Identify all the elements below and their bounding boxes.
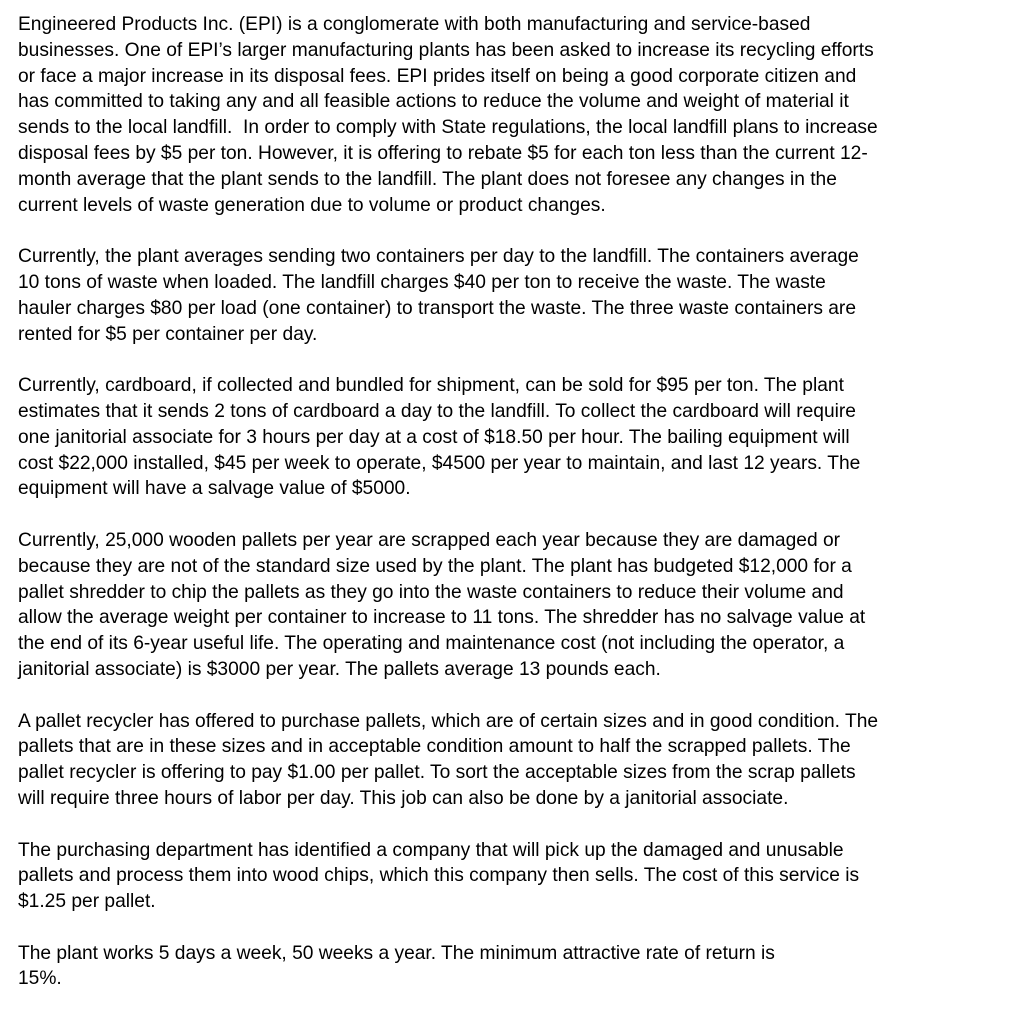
text-line: A pallet recycler has offered to purchase pallets, which are of certain sizes and in good condition. The (18, 710, 879, 732)
text-line: has committed to taking any and all feasible actions to reduce the volume and weight of material it (18, 91, 849, 113)
text-line: pallets that are in these sizes and in acceptable condition amount to half the scrapped pallets. The (18, 736, 851, 758)
text-line: sends to the local landfill. In order to comply with State regulations, the local landfill plans to increase (18, 117, 878, 139)
text-line: Currently, the plant averages sending two containers per day to the landfill. The containers average (18, 246, 859, 268)
paragraph-cardboard (18, 373, 1018, 502)
text-line: one janitorial associate for 3 hours per day at a cost of $18.50 per hour. The bailing equipment will (18, 426, 850, 448)
paragraph-epi-overview (18, 12, 1018, 218)
text-line: current levels of waste generation due to volume or product changes. (18, 194, 606, 216)
document-body (18, 12, 1018, 1018)
text-line: pallet recycler is offering to pay $1.00 per pallet. To sort the acceptable sizes from the scrap pallets (18, 762, 856, 784)
text-line: Currently, cardboard, if collected and bundled for shipment, can be sold for $95 per ton. The plant (18, 375, 844, 397)
text-line: businesses. One of EPI’s larger manufacturing plants has been asked to increase its recycling efforts (18, 39, 874, 61)
text-line: cost $22,000 installed, $45 per week to operate, $4500 per year to maintain, and last 12 years. The (18, 452, 861, 474)
text-line: The plant works 5 days a week, 50 weeks a year. The minimum attractive rate of return is (18, 942, 775, 964)
text-line: because they are not of the standard size used by the plant. The plant has budgeted $12,000 for a (18, 555, 852, 577)
text-line: janitorial associate) is $3000 per year. The pallets average 13 pounds each. (18, 658, 661, 680)
text-line: equipment will have a salvage value of $5000. (18, 478, 411, 500)
text-line: the end of its 6-year useful life. The operating and maintenance cost (not including the operator, a (18, 633, 845, 655)
text-line: disposal fees by $5 per ton. However, it is offering to rebate $5 for each ton less than the current 12- (18, 142, 868, 164)
text-line: pallets and process them into wood chips, which this company then sells. The cost of this service is (18, 865, 860, 887)
text-line: $1.25 per pallet. (18, 891, 156, 913)
paragraph-purchasing-wood-chips (18, 838, 1018, 915)
text-line: estimates that it sends 2 tons of cardboard a day to the landfill. To collect the cardboard will require (18, 400, 856, 422)
paragraph-landfill-containers (18, 244, 1018, 347)
text-line: month average that the plant sends to the landfill. The plant does not foresee any changes in the (18, 168, 837, 190)
text-line: will require three hours of labor per day. This job can also be done by a janitorial associate. (18, 787, 789, 809)
text-line: Currently, 25,000 wooden pallets per year are scrapped each year because they are damaged or (18, 529, 841, 551)
text-line: 10 tons of waste when loaded. The landfill charges $40 per ton to receive the waste. The waste (18, 271, 826, 293)
text-line: hauler charges $80 per load (one container) to transport the waste. The three waste containers are (18, 297, 856, 319)
text-line: pallet shredder to chip the pallets as they go into the waste containers to reduce their volume and (18, 581, 844, 603)
text-line: rented for $5 per container per day. (18, 323, 318, 345)
text-line: Engineered Products Inc. (EPI) is a conglomerate with both manufacturing and service-based (18, 14, 811, 35)
text-line: or face a major increase in its disposal fees. EPI prides itself on being a good corporate citizen and (18, 65, 857, 87)
text-line: The purchasing department has identified a company that will pick up the damaged and unusable (18, 839, 844, 861)
paragraph-pallet-shredder (18, 528, 1018, 683)
paragraph-work-schedule-marr (18, 941, 1018, 993)
paragraph-pallet-recycler (18, 709, 1018, 812)
text-line: 15%. (18, 968, 62, 990)
text-line: allow the average weight per container to increase to 11 tons. The shredder has no salvage value at (18, 607, 866, 629)
